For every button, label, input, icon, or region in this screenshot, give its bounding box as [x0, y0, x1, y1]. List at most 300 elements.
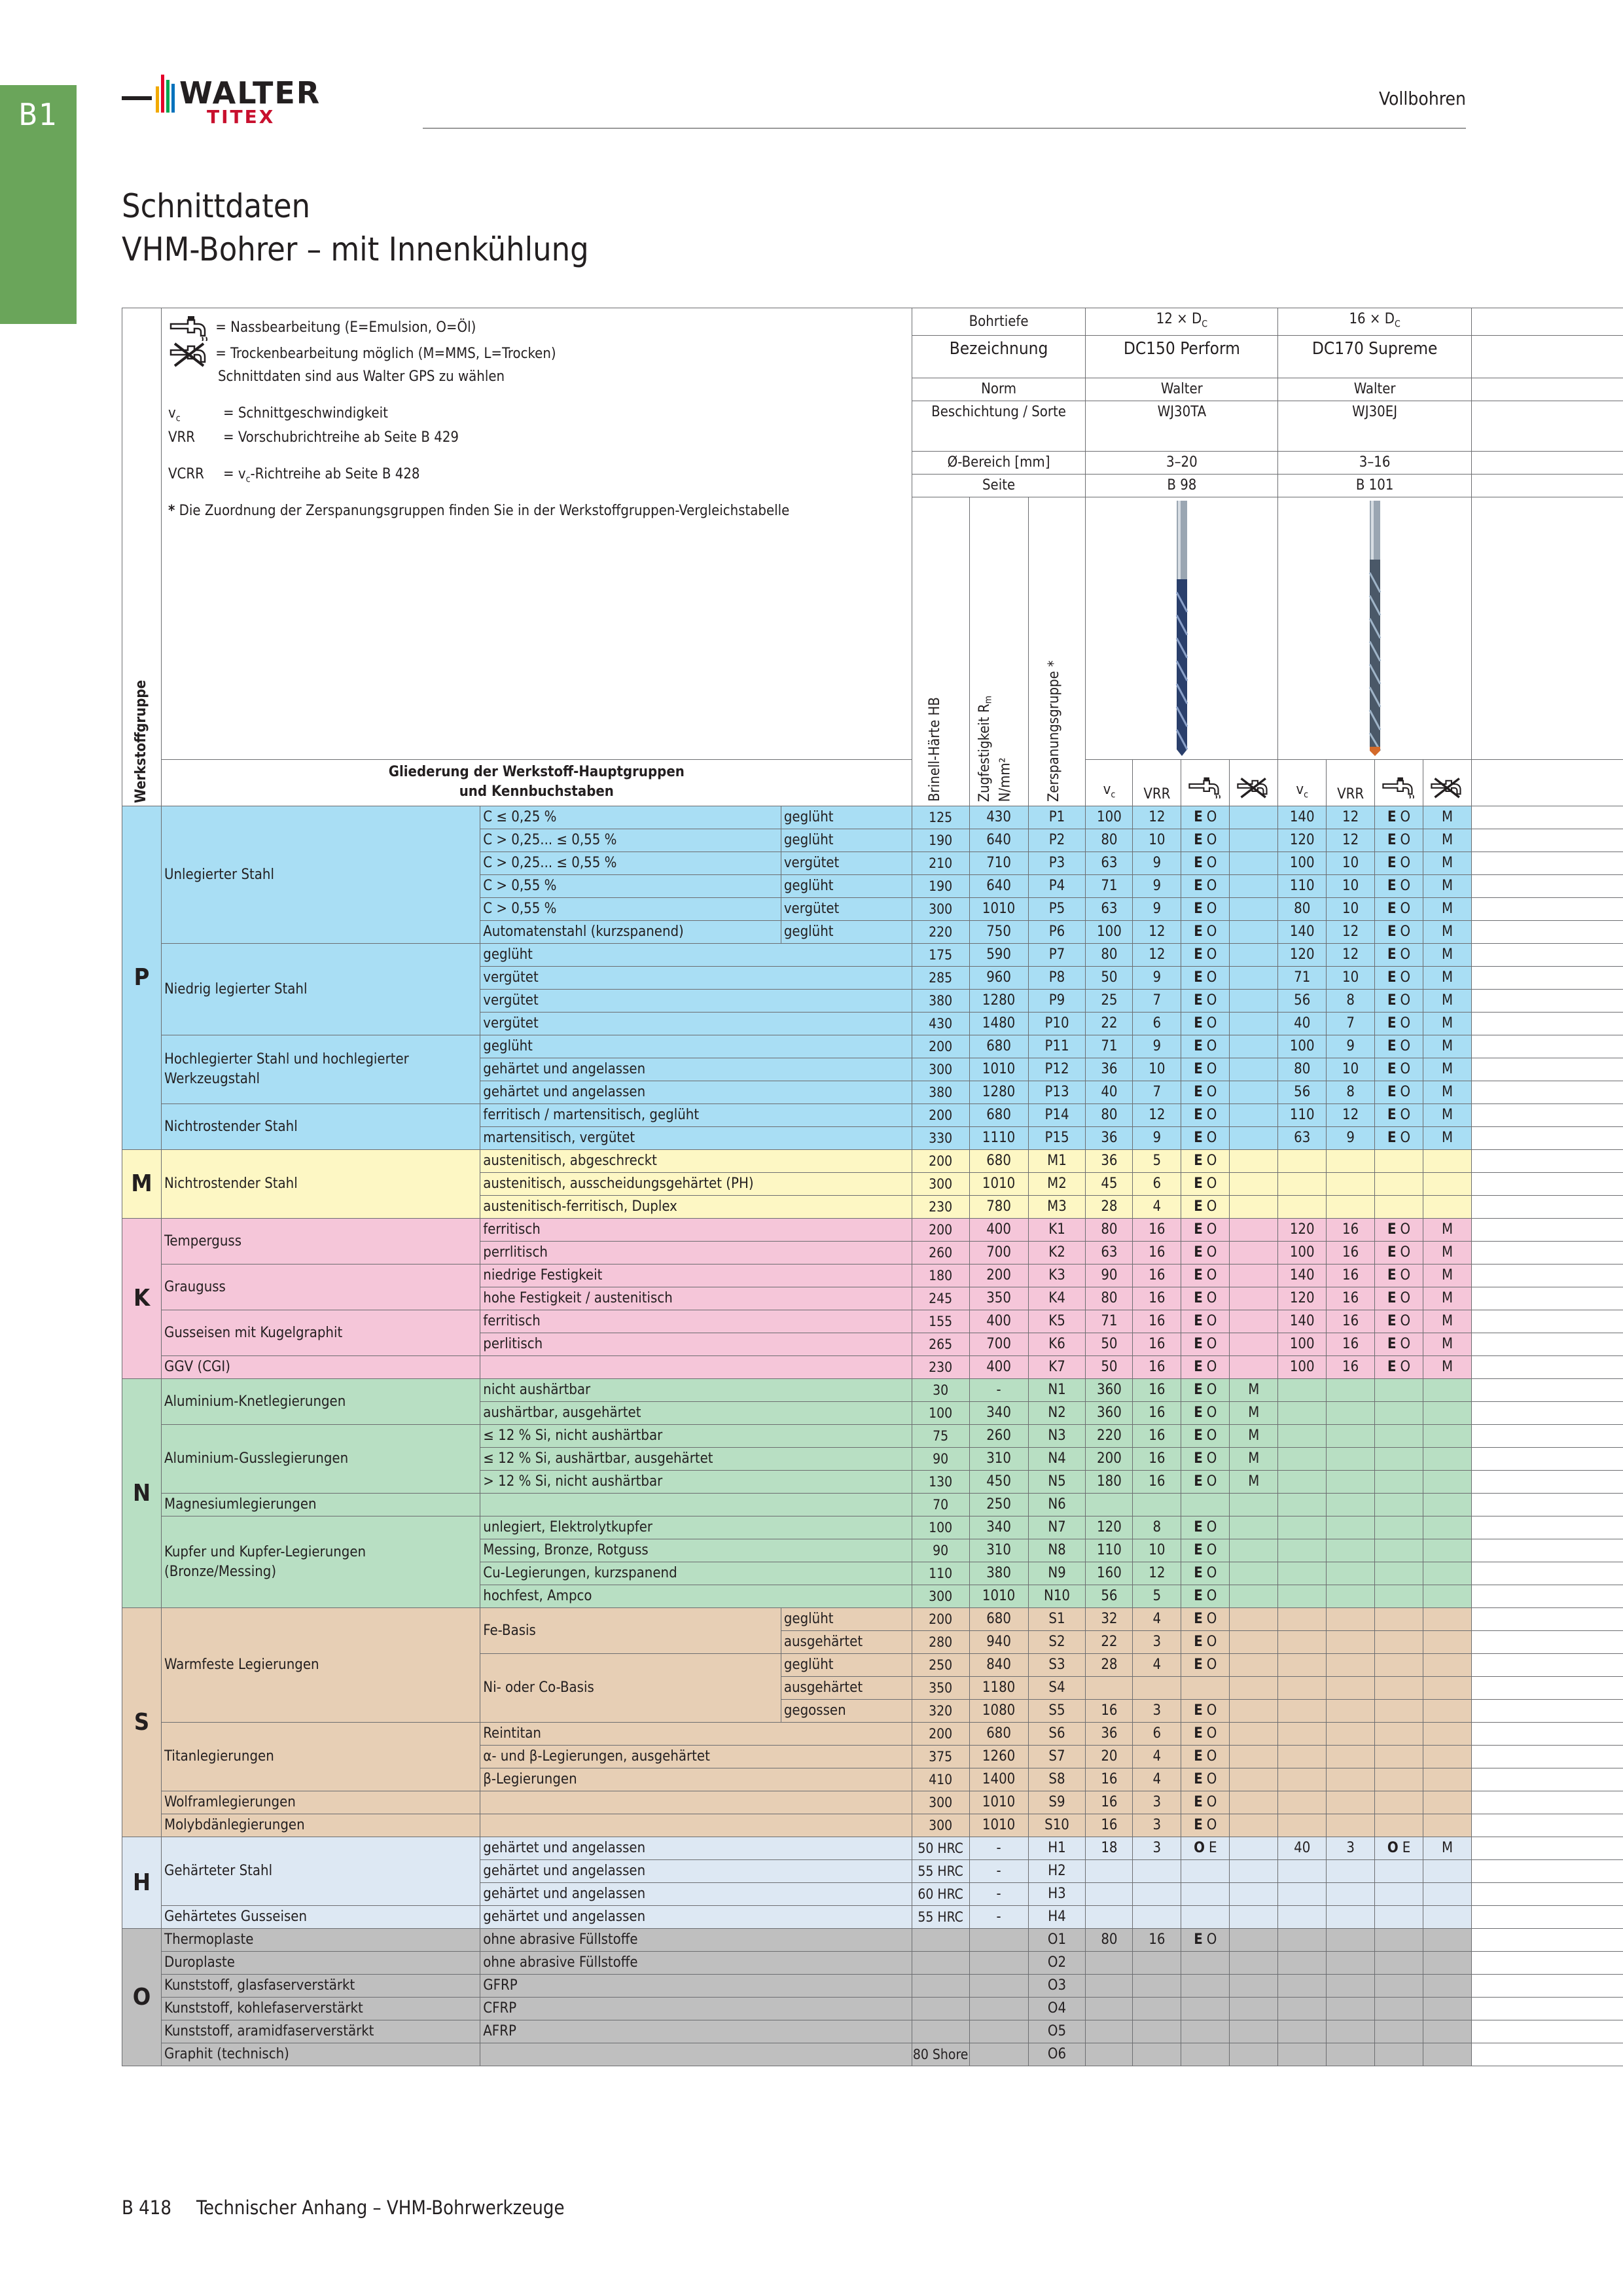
tool-2-dry: M: [1423, 852, 1472, 875]
machining-group-code: O5: [1028, 2020, 1086, 2043]
material-subgroup: Kunststoff, glasfaserverstärkt: [161, 1975, 480, 1998]
group-letter: M: [122, 1150, 162, 1219]
material-subgroup: Wolframlegierungen: [161, 1791, 480, 1814]
tensile-value: 590: [969, 944, 1028, 967]
tool-2-vrr: [1327, 1791, 1375, 1814]
tensile-value: 340: [969, 1402, 1028, 1425]
tool-1-vrr: [1133, 2043, 1181, 2066]
tensile-value: 1180: [969, 1677, 1028, 1700]
blank-cell: [1472, 475, 1623, 497]
tool-1-dry: [1230, 921, 1278, 944]
tool-1-wet: [1181, 1058, 1230, 1081]
tensile-value: 1480: [969, 1013, 1028, 1035]
coolant-primary: E: [1194, 1084, 1203, 1101]
tool-1-wet: [1181, 1562, 1230, 1585]
table-row: [122, 1998, 1623, 2020]
coolant-secondary: O: [1400, 1130, 1411, 1147]
tool-2-vrr: 16: [1327, 1265, 1375, 1287]
brinell-value: 30: [912, 1379, 969, 1402]
side-tab: [0, 85, 77, 324]
tool-1-vrr: [1133, 1860, 1181, 1883]
tool-1-vc: [1086, 2043, 1133, 2066]
tool-1-vrr: 8: [1133, 1516, 1181, 1539]
tool-2-dry: [1423, 1677, 1472, 1700]
machining-group-code: M2: [1028, 1173, 1086, 1196]
brinell-value: 380: [912, 1081, 969, 1104]
machining-group-code: O2: [1028, 1952, 1086, 1975]
tool-1-vrr: 4: [1133, 1768, 1181, 1791]
tool-2-wet: [1375, 1219, 1423, 1242]
tool-1-wet: [1181, 1975, 1230, 1998]
tool-2-dry: [1423, 1562, 1472, 1585]
dry-machining-icon: [168, 341, 211, 367]
coolant-secondary: O: [1206, 1382, 1217, 1399]
coolant-primary: E: [1194, 1382, 1203, 1399]
tool-2-dry: M: [1423, 967, 1472, 990]
coolant-secondary: O: [1400, 901, 1411, 918]
tool-1-grade: WJ30TA: [1086, 401, 1278, 452]
tool-2-vc: [1278, 1196, 1327, 1219]
tool-1-wet: [1181, 1631, 1230, 1654]
blank-cell: [1472, 1150, 1623, 1173]
material-subgroup: GGV (CGI): [161, 1356, 480, 1379]
tool-2-vc: [1278, 1471, 1327, 1494]
table-row: [122, 1035, 1623, 1058]
material-condition: ferritisch: [480, 1219, 912, 1242]
group-letter: N: [122, 1379, 162, 1608]
tool-2-vrr: 16: [1327, 1310, 1375, 1333]
blank-cell: [1472, 1356, 1623, 1379]
coolant-primary: E: [1194, 1153, 1203, 1170]
coolant-secondary: O: [1206, 1771, 1217, 1788]
blank-cell: [1472, 1654, 1623, 1677]
tool-2-dry: [1423, 1494, 1472, 1516]
tool-1-vc: 71: [1086, 1310, 1133, 1333]
tool-1-vc: 36: [1086, 1058, 1133, 1081]
coolant-primary: E: [1387, 1244, 1397, 1261]
blank-cell: [1472, 1196, 1623, 1219]
tool-2-dry: [1423, 1196, 1472, 1219]
tool-2-vc: 110: [1278, 875, 1327, 898]
gliederung-label: [161, 760, 912, 806]
tool-2-vc: 140: [1278, 1265, 1327, 1287]
machining-group-code: K1: [1028, 1219, 1086, 1242]
tool-2-wet: [1375, 1356, 1423, 1379]
brinell-value: [912, 1952, 969, 1975]
coolant-secondary: O: [1206, 1153, 1217, 1170]
tensile-value: 640: [969, 829, 1028, 852]
tool-1-wet: [1181, 1310, 1230, 1333]
brinell-value: 180: [912, 1265, 969, 1287]
brinell-value: 410: [912, 1768, 969, 1791]
tool-2-vrr: 12: [1327, 1104, 1375, 1127]
legend-vcrr: [168, 465, 905, 489]
svg-text:WALTER: WALTER: [179, 75, 321, 111]
coolant-primary: E: [1194, 1015, 1203, 1032]
coolant-primary: E: [1387, 1313, 1397, 1330]
tool-1-vrr: 4: [1133, 1196, 1181, 1219]
tool-2-vrr: [1327, 2020, 1375, 2043]
tool-2-vc: 56: [1278, 990, 1327, 1013]
blank-cell: [1472, 1677, 1623, 1700]
material-condition: C > 0,25... ≤ 0,55 %: [480, 829, 781, 852]
tool-1-wet: [1181, 1081, 1230, 1104]
material-treatment: ausgehärtet: [781, 1677, 912, 1700]
tool-2-vrr: 10: [1327, 898, 1375, 921]
legend-dry-text: = Trockenbearbeitung möglich (M=MMS, L=Trocken): [215, 346, 556, 362]
tool-2-dry: [1423, 1379, 1472, 1402]
tool-1-vc: 56: [1086, 1585, 1133, 1608]
coolant-secondary: O: [1400, 832, 1411, 849]
tool-1-dry: [1230, 1814, 1278, 1837]
material-condition: GFRP: [480, 1975, 912, 1998]
tool-2-vrr: [1327, 1814, 1375, 1837]
tool-2-wet: [1375, 1814, 1423, 1837]
coolant-secondary: O: [1206, 1931, 1217, 1948]
tool-2-wet: [1375, 1448, 1423, 1471]
tool-1-wet: [1181, 2020, 1230, 2043]
brinell-value: 300: [912, 1585, 969, 1608]
legend-vc-text: = Schnittgeschwindigkeit: [223, 405, 388, 422]
bohrtiefe-label: Bohrtiefe: [912, 308, 1086, 336]
brinell-value: 300: [912, 1173, 969, 1196]
tool-1-vc: 22: [1086, 1631, 1133, 1654]
cutting-data-table: [122, 308, 1623, 2066]
table-row: [122, 1975, 1623, 1998]
vc-header-1-text: v: [1103, 781, 1111, 798]
material-condition: ≤ 12 % Si, nicht aushärtbar: [480, 1425, 912, 1448]
material-subgroup: Duroplaste: [161, 1952, 480, 1975]
tool-2-norm: Walter: [1278, 378, 1472, 401]
tensile-value: 400: [969, 1219, 1028, 1242]
coolant-secondary: O: [1400, 1313, 1411, 1330]
tool-2-dry: M: [1423, 921, 1472, 944]
coolant-primary: E: [1387, 809, 1397, 826]
material-condition: ferritisch: [480, 1310, 912, 1333]
table-row: [122, 1379, 1623, 1402]
tool-1-vrr: [1133, 1906, 1181, 1929]
tool-1-dry: [1230, 1287, 1278, 1310]
blank-cell: [1472, 1998, 1623, 2020]
tool-2-dry: [1423, 1585, 1472, 1608]
tensile-value: [969, 1952, 1028, 1975]
tool-2-dry: M: [1423, 1837, 1472, 1860]
machining-group-code: P10: [1028, 1013, 1086, 1035]
coolant-primary: E: [1387, 1084, 1397, 1101]
tool-1-wet: [1181, 1333, 1230, 1356]
tool-2-dry: M: [1423, 875, 1472, 898]
brinell-value: 125: [912, 806, 969, 829]
material-treatment: geglüht: [781, 1608, 912, 1631]
blank-cell: [1472, 1471, 1623, 1494]
tool-2-dry: [1423, 1631, 1472, 1654]
tool-2-wet: [1375, 1883, 1423, 1906]
table-row: [122, 1425, 1623, 1448]
tool-1-dry: [1230, 1975, 1278, 1998]
material-condition: austenitisch, ausscheidungsgehärtet (PH): [480, 1173, 912, 1196]
material-condition: aushärtbar, ausgehärtet: [480, 1402, 912, 1425]
blank-cell: [1472, 1585, 1623, 1608]
tool-2-dry: [1423, 1768, 1472, 1791]
tool-2-wet: [1375, 898, 1423, 921]
blank-cell: [1472, 760, 1623, 806]
tensile-value: [969, 1998, 1028, 2020]
coolant-primary: E: [1194, 855, 1203, 872]
table-row: [122, 1265, 1623, 1287]
tool-1-dry: [1230, 1104, 1278, 1127]
tool-1-wet: [1181, 1425, 1230, 1448]
blank-cell: [1472, 1860, 1623, 1883]
tool-2-vrr: [1327, 1631, 1375, 1654]
tensile-value: 840: [969, 1654, 1028, 1677]
table-row: [122, 1356, 1623, 1379]
material-condition: hohe Festigkeit / austenitisch: [480, 1287, 912, 1310]
material-condition: CFRP: [480, 1998, 912, 2020]
tool-1-dry: [1230, 1654, 1278, 1677]
blank-cell: [1472, 1058, 1623, 1081]
coolant-primary: E: [1387, 1336, 1397, 1353]
blank-cell: [1472, 1402, 1623, 1425]
machining-group-code: N8: [1028, 1539, 1086, 1562]
tool-1-vc: [1086, 1975, 1133, 1998]
group-letter: K: [122, 1219, 162, 1379]
tool-1-vrr: 16: [1133, 1471, 1181, 1494]
zugfestigkeit-header: [969, 497, 1028, 806]
brinell-value: 155: [912, 1310, 969, 1333]
tool-2-wet: [1375, 1196, 1423, 1219]
tool-2-vc: [1278, 1700, 1327, 1723]
tool-1-vrr: [1133, 1677, 1181, 1700]
tool-2-vc: [1278, 1791, 1327, 1814]
tool-1-dry: [1230, 1516, 1278, 1539]
coolant-secondary: O: [1400, 1244, 1411, 1261]
tool-2-vc: [1278, 1814, 1327, 1837]
tool-1-wet: [1181, 944, 1230, 967]
material-condition: α- und β-Legierungen, ausgehärtet: [480, 1746, 912, 1768]
tool-1-dry: [1230, 829, 1278, 852]
tool-1-wet: [1181, 1494, 1230, 1516]
zugfestigkeit-label: [976, 696, 1014, 802]
tool-1-wet: [1181, 1448, 1230, 1471]
coolant-secondary: O: [1206, 1473, 1217, 1490]
coolant-primary: E: [1194, 1175, 1203, 1193]
tool-2-dry: M: [1423, 990, 1472, 1013]
tool-1-vc: 71: [1086, 875, 1133, 898]
tool-2-wet: [1375, 1013, 1423, 1035]
tensile-value: 340: [969, 1516, 1028, 1539]
coolant-primary: E: [1194, 1336, 1203, 1353]
machining-group-code: P3: [1028, 852, 1086, 875]
material-condition: geglüht: [480, 944, 912, 967]
tool-2-vrr: [1327, 1150, 1375, 1173]
machining-group-code: P7: [1028, 944, 1086, 967]
tool-2-vc: [1278, 1562, 1327, 1585]
tool-2-vc: [1278, 1631, 1327, 1654]
tool-2-dry: [1423, 1975, 1472, 1998]
walter-titex-logo: [122, 60, 397, 132]
coolant-secondary: O: [1400, 878, 1411, 895]
tool-1-dry: [1230, 1608, 1278, 1631]
coolant-primary: E: [1194, 1794, 1203, 1811]
material-condition: Messing, Bronze, Rotguss: [480, 1539, 912, 1562]
brinell-value: 190: [912, 829, 969, 852]
tool-2-dry: M: [1423, 806, 1472, 829]
tool-1-wet: [1181, 1883, 1230, 1906]
tool-2-wet: [1375, 1425, 1423, 1448]
tensile-value: 680: [969, 1608, 1028, 1631]
tool-1-vc: 80: [1086, 1287, 1133, 1310]
coolant-secondary: O: [1206, 1542, 1217, 1559]
legend-dry-text-2: Schnittdaten sind aus Walter GPS zu wählen: [217, 368, 505, 385]
coolant-primary: E: [1194, 1198, 1203, 1215]
tool-1-vc: 36: [1086, 1127, 1133, 1150]
brinell-value: 200: [912, 1035, 969, 1058]
coolant-primary: E: [1194, 1405, 1203, 1422]
zerspanung-header: [1028, 497, 1086, 806]
tool-1-vc: 32: [1086, 1608, 1133, 1631]
tool-2-vrr: [1327, 1952, 1375, 1975]
vrr-header-1: VRR: [1133, 760, 1181, 806]
material-condition: Reintitan: [480, 1723, 912, 1746]
tensile-value: 940: [969, 1631, 1028, 1654]
material-condition: ohne abrasive Füllstoffe: [480, 1952, 912, 1975]
tool-2-vrr: 16: [1327, 1287, 1375, 1310]
tool-1-wet: [1181, 1860, 1230, 1883]
tool-1-vrr: 9: [1133, 852, 1181, 875]
tool-2-wet: [1375, 2020, 1423, 2043]
tool-1-dry: [1230, 1356, 1278, 1379]
wet-machining-icon: [1187, 776, 1224, 798]
blank-cell: [1472, 1035, 1623, 1058]
table-row: [122, 1104, 1623, 1127]
tool-2-vc: [1278, 1952, 1327, 1975]
tool-1-vc: 90: [1086, 1265, 1133, 1287]
tool-2-vc: [1278, 1516, 1327, 1539]
material-condition: vergütet: [480, 967, 912, 990]
blank-cell: [1472, 1768, 1623, 1791]
gliederung-text-1: Gliederung der Werkstoff-Hauptgruppen: [388, 764, 685, 781]
machining-group-code: P9: [1028, 990, 1086, 1013]
tool-2-vrr: [1327, 1608, 1375, 1631]
blank-cell: [1472, 2043, 1623, 2066]
blank-cell: [1472, 1791, 1623, 1814]
tool-2-dry: M: [1423, 1219, 1472, 1242]
tool-2-vc: [1278, 1746, 1327, 1768]
tensile-value: 700: [969, 1333, 1028, 1356]
tool-1-dry: [1230, 1173, 1278, 1196]
tool-2-dry: [1423, 1471, 1472, 1494]
brinell-value: [912, 2020, 969, 2043]
tensile-value: 680: [969, 1150, 1028, 1173]
coolant-primary: O: [1387, 1840, 1399, 1857]
group-letter: H: [122, 1837, 162, 1929]
material-condition: gehärtet und angelassen: [480, 1906, 912, 1929]
coolant-secondary: O: [1206, 1657, 1217, 1674]
tool-1-vrr: 16: [1133, 1402, 1181, 1425]
tool-2-vrr: [1327, 1448, 1375, 1471]
brinell-value: 200: [912, 1608, 969, 1631]
machining-group-code: N10: [1028, 1585, 1086, 1608]
tool-1-vc: 22: [1086, 1013, 1133, 1035]
tool-2-wet: [1375, 852, 1423, 875]
blank-cell: [1472, 1310, 1623, 1333]
tool-2-dry: [1423, 1998, 1472, 2020]
brinell-value: 50 HRC: [912, 1837, 969, 1860]
tool-1-dry: [1230, 1723, 1278, 1746]
blank-cell: [1472, 1746, 1623, 1768]
title-line-2: VHM-Bohrer – mit Innenkühlung: [122, 230, 589, 268]
tool-1-vrr: 16: [1133, 1333, 1181, 1356]
coolant-secondary: O: [1400, 855, 1411, 872]
tool-1-vrr: 16: [1133, 1425, 1181, 1448]
brinell-value: 200: [912, 1723, 969, 1746]
coolant-secondary: O: [1206, 1061, 1217, 1078]
tensile-value: [969, 2020, 1028, 2043]
machining-group-code: S8: [1028, 1768, 1086, 1791]
legend-wet: [168, 315, 905, 341]
tool-1-vrr: 16: [1133, 1287, 1181, 1310]
coolant-primary: E: [1194, 1702, 1203, 1719]
tool-1-vc: 16: [1086, 1791, 1133, 1814]
blank-cell: [1472, 1013, 1623, 1035]
coolant-secondary: E: [1208, 1840, 1217, 1857]
table-row: [122, 1219, 1623, 1242]
tool-2-dry: [1423, 1173, 1472, 1196]
coolant-secondary: O: [1400, 1359, 1411, 1376]
tool-2-vc: 80: [1278, 898, 1327, 921]
vrr-header-2: VRR: [1327, 760, 1375, 806]
brinell-value: 380: [912, 990, 969, 1013]
material-condition: [480, 2043, 912, 2066]
tool-1-depth-text: 12 × D: [1156, 311, 1202, 327]
vc-header-1-sub: c: [1111, 789, 1116, 800]
tool-2-dry: M: [1423, 1013, 1472, 1035]
tool-2-wet: [1375, 1585, 1423, 1608]
werkstoffgruppe-label: Werkstoffgruppe: [133, 680, 149, 804]
coolant-primary: E: [1194, 1771, 1203, 1788]
tool-1-wet: [1181, 1356, 1230, 1379]
tool-1-dry: [1230, 852, 1278, 875]
legend-vc: [168, 404, 905, 428]
machining-group-code: S9: [1028, 1791, 1086, 1814]
blank-cell: [1472, 1883, 1623, 1906]
tool-2-dry: M: [1423, 1265, 1472, 1287]
tool-2-dry: M: [1423, 1333, 1472, 1356]
coolant-secondary: O: [1206, 1588, 1217, 1605]
tool-2-vc: 63: [1278, 1127, 1327, 1150]
blank-cell: [1472, 1952, 1623, 1975]
coolant-secondary: O: [1400, 969, 1411, 986]
brinell-value: [912, 1998, 969, 2020]
blank-cell: [1472, 2020, 1623, 2043]
tool-1-vrr: 9: [1133, 1127, 1181, 1150]
tool-1-dry: [1230, 967, 1278, 990]
tool-2-wet: [1375, 1837, 1423, 1860]
tensile-value: 380: [969, 1562, 1028, 1585]
material-condition: [480, 1494, 912, 1516]
tool-2-dry: [1423, 2043, 1472, 2066]
tensile-value: 710: [969, 852, 1028, 875]
blank-cell: [1472, 1333, 1623, 1356]
brinell-value: 430: [912, 1013, 969, 1035]
tensile-value: 200: [969, 1265, 1028, 1287]
material-condition: gehärtet und angelassen: [480, 1837, 912, 1860]
tool-2-vrr: 9: [1327, 1127, 1375, 1150]
material-condition: C > 0,55 %: [480, 898, 781, 921]
tool-1-dry: [1230, 2043, 1278, 2066]
tool-2-wet: [1375, 1746, 1423, 1768]
material-condition: ferritisch / martensitisch, geglüht: [480, 1104, 912, 1127]
